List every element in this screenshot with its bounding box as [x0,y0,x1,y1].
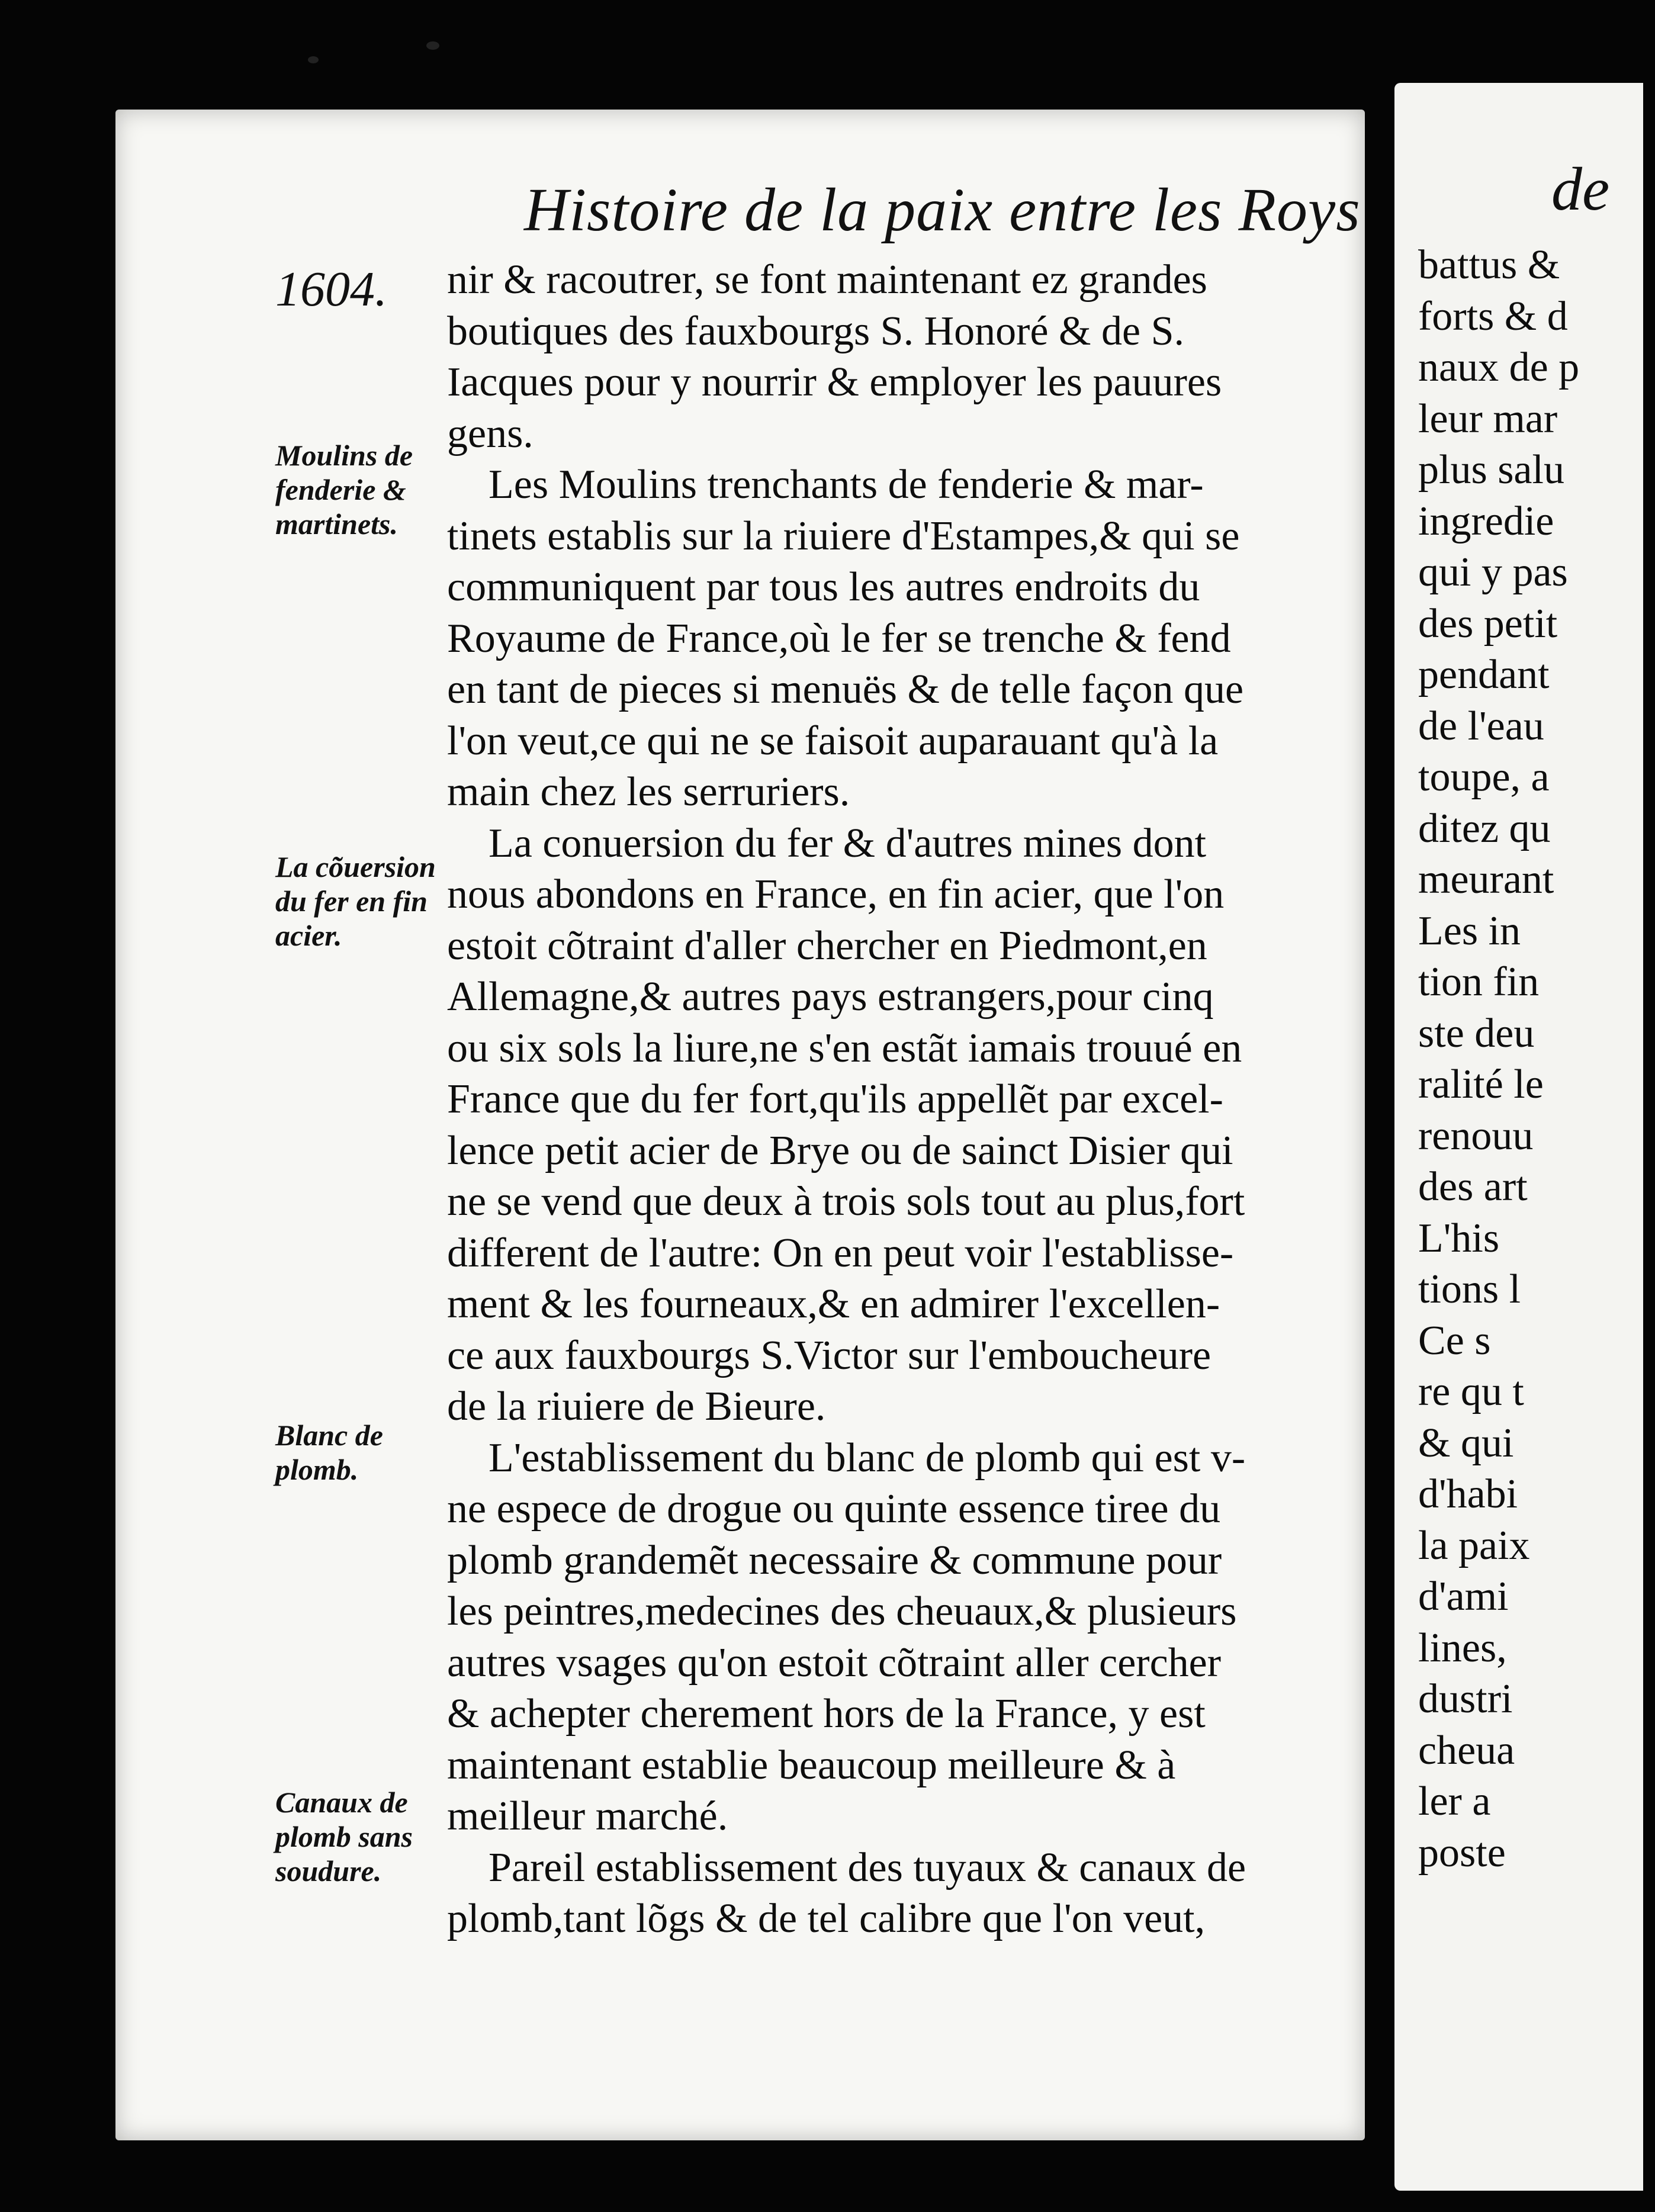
text-line: qui y pas [1418,549,1568,595]
margin-note-line: du fer en fin [275,885,428,918]
text-line: autres vsages qu'on estoit cõtraint aller cercher [447,1639,1222,1686]
text-line: de l'eau [1418,703,1544,749]
text-line: ler a [1418,1779,1491,1824]
text-line: d'ami [1418,1574,1509,1619]
text-line: renouu [1418,1113,1534,1159]
text-line: Les in [1418,908,1521,954]
text-line: ralité le [1418,1062,1544,1107]
text-line: boutiques des fauxbourgs S. Honoré & de S. [447,308,1184,354]
left-page [115,110,1365,2140]
right-page-edge [1394,83,1643,2191]
right-body-text [1418,240,1655,1879]
text-line: Les Moulins trenchants de fenderie & mar- [489,462,1204,507]
text-line: battus & [1418,242,1560,288]
text-line: L'establissement du blanc de plomb qui est v- [489,1435,1246,1481]
text-line: & achepter cherement hors de la France, y est [447,1691,1206,1737]
margin-note-moulins [275,438,447,541]
margin-note-line: fenderie & [275,473,406,506]
margin-note-blanc [275,1418,447,1487]
text-line: meurant [1418,857,1554,902]
text-line: ce aux fauxbourgs S.Victor sur l'emboucheure [447,1332,1211,1378]
text-line: naux de p [1418,345,1580,390]
text-line: different de l'autre: On en peut voir l'establisse- [447,1230,1234,1276]
margin-note-line: La cõuersion [275,850,436,883]
text-line: des art [1418,1164,1528,1210]
text-line: de la riuiere de Bieure. [447,1384,826,1429]
text-line: toupe, a [1418,754,1550,800]
text-line: ne espece de drogue ou quinte essence tiree du [447,1486,1221,1532]
text-line: ou six sols la liure,ne s'en estãt iamais trouué en [447,1025,1242,1071]
text-line: La conuersion du fer & d'autres mines dont [489,820,1207,866]
text-line: les peintres,medecines des cheuaux,& plusieurs [447,1589,1237,1634]
text-line: & qui [1418,1420,1514,1466]
text-line: ment & les fourneaux,& en admirer l'excellen- [447,1281,1220,1327]
text-line: la paix [1418,1522,1530,1568]
margin-note-line: plomb sans [275,1820,413,1853]
text-line: plomb grandemẽt necessaire & commune pour [447,1537,1222,1583]
text-line: Pareil establissement des tuyaux & canaux de [489,1844,1246,1891]
text-line: ste deu [1418,1010,1535,1056]
text-line: lines, [1418,1625,1507,1671]
text-line: forts & d [1418,293,1568,339]
text-line: re qu t [1418,1369,1524,1414]
text-line: ne se vend que deux à trois sols tout au plus,fort [447,1179,1245,1224]
text-line: des petit [1418,600,1558,647]
margin-note-line: Blanc de [275,1419,383,1452]
text-line: Iacques pour y nourrir & employer les pauures [447,359,1222,405]
text-line: d'habi [1418,1471,1518,1517]
margin-note-line: Canaux de [275,1786,408,1819]
text-line: communiquent par tous les autres endroits du [447,564,1200,610]
text-line: pendant [1418,652,1550,697]
margin-note-canaux [275,1785,447,1888]
text-line: dustri [1418,1676,1513,1722]
text-line: France que du fer fort,qu'ils appellẽt par excel- [447,1076,1223,1122]
margin-note-line: martinets. [275,507,398,541]
text-line: plus salu [1418,447,1564,493]
text-line: lence petit acier de Brye ou de sainct Disier qui [447,1127,1233,1173]
text-line: ditez qu [1418,805,1551,851]
margin-note-line: Moulins de [275,439,413,472]
text-line: Royaume de France,où le fer se trenche & fend [447,615,1231,661]
text-line: estoit cõtraint d'aller chercher en Piedmont,en [447,922,1207,969]
scan-artifact [426,41,439,50]
margin-note-line: soudure. [275,1854,382,1888]
text-line: meilleur marché. [447,1793,728,1839]
text-line: Allemagne,& autres pays estrangers,pour cinq [447,974,1214,1020]
text-line: tions l [1418,1266,1521,1312]
right-running-head: de [1551,155,1610,223]
text-line: poste [1418,1830,1506,1876]
text-line: nir & racoutrer, se font maintenant ez grandes [447,257,1207,303]
margin-note-line: acier. [275,919,342,952]
text-line: en tant de pieces si menuës & de telle façon que [447,667,1244,712]
text-line: l'on veut,ce qui ne se faisoit auparauant qu'à la [447,718,1219,764]
running-head: Histoire de la paix entre les Roys [524,176,1361,244]
text-line: cheua [1418,1727,1515,1773]
text-line: Ce s [1418,1317,1491,1364]
text-line: ingredie [1418,498,1554,544]
text-line: tinets establis sur la riuiere d'Estampes,& qui se [447,513,1240,559]
text-line: tion fin [1418,959,1540,1005]
text-line: plomb,tant lõgs & de tel calibre que l'on veut, [447,1896,1206,1941]
text-line: gens. [447,410,534,456]
body-text [447,255,1460,1945]
text-line: L'his [1418,1215,1500,1261]
text-line: main chez les serruriers. [447,769,850,815]
page-year: 1604. [275,262,387,317]
margin-note-conuersion [275,850,447,953]
text-line: nous abondons en France, en fin acier, que l'on [447,872,1225,917]
text-line: leur mar [1418,396,1558,442]
scan-artifact [308,56,319,63]
margin-note-line: plomb. [275,1453,359,1486]
text-line: maintenant establie beaucoup meilleure & à [447,1742,1176,1788]
